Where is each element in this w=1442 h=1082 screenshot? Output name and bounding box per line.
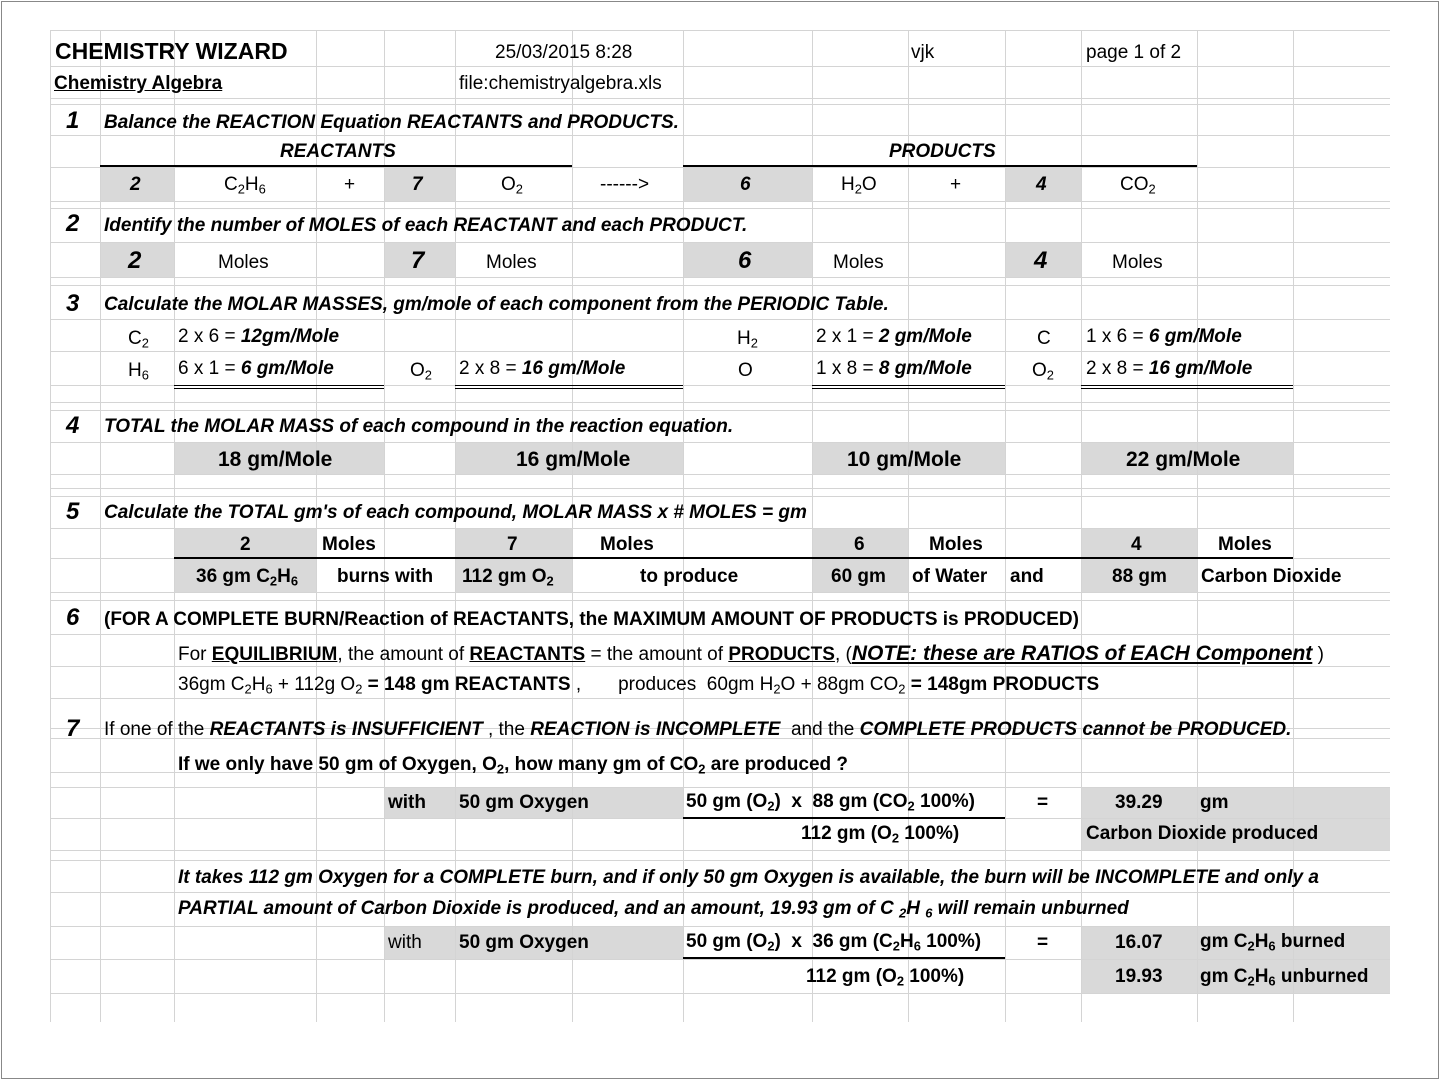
author: vjk	[911, 42, 935, 63]
reaction-arrow: ------>	[600, 174, 650, 195]
file-name: file:chemistryalgebra.xls	[459, 73, 662, 94]
denominator-1: 112 gm ($O_2$ 100%)	[801, 823, 960, 846]
total-c2h6: 18 gm/Mole	[218, 448, 333, 471]
h2-molar-mass: 2 x 1 = 2 gm/Mole	[816, 326, 972, 347]
formula-c2h6: $C_2H_6$	[224, 174, 266, 197]
coeff-h2o: 6	[740, 174, 751, 195]
coeff-co2: 4	[1036, 174, 1047, 195]
total-h2o: 10 gm/Mole	[847, 448, 962, 471]
oxygen-amount-1: 50 gm Oxygen	[459, 792, 589, 813]
moles-o2: 7	[411, 247, 425, 274]
section-1-number: 1	[66, 107, 80, 134]
section-2-number: 2	[66, 210, 80, 237]
section-3-number: 3	[66, 290, 80, 317]
moles-h2o: 6	[738, 247, 752, 274]
c2-label: $C_2$	[128, 328, 149, 351]
section-4-number: 4	[66, 412, 80, 439]
o-label: O	[738, 360, 753, 381]
and-text: and	[1010, 566, 1044, 587]
o2-product-label: $O_2$	[1032, 360, 1054, 383]
date-time: 25/03/2015 8:28	[495, 42, 633, 63]
moles-label-1: Moles	[218, 252, 269, 273]
moles-text-3: Moles	[929, 534, 983, 555]
moles-label-4: Moles	[1112, 252, 1163, 273]
moles-text-2: Moles	[600, 534, 654, 555]
numerator-c2h6: 50 gm $(O_2)$ x 36 gm ($C_2H_6$ 100%)	[686, 931, 982, 954]
moles-c2h6: 2	[128, 247, 142, 274]
o2-label: $O_2$	[410, 360, 432, 383]
moles-co2: 4	[1034, 247, 1048, 274]
formula-h2o: $H_2O$	[841, 174, 877, 197]
c-molar-mass: 1 x 6 = 6 gm/Mole	[1086, 326, 1242, 347]
burns-with-text: burns with	[337, 566, 434, 587]
grams-h2o: 60 gm	[831, 566, 886, 587]
numerator-co2: 50 gm $(O_2)$ x 88 gm ($CO_2$ 100%)	[686, 791, 975, 814]
to-produce-text: to produce	[640, 566, 739, 587]
c-label: C	[1037, 328, 1051, 349]
section-6-heading: (FOR A COMPLETE BURN/Reaction of REACTANTS, the MAXIMUM AMOUNT OF PRODUCTS is PRODUCED)	[104, 609, 1079, 630]
coeff-c2h6: 2	[130, 174, 141, 195]
qty-moles-co2: 4	[1131, 534, 1142, 555]
equals-2: =	[1037, 932, 1049, 953]
section-4-heading: TOTAL the MOLAR MASS of each compound in the reaction equation.	[104, 416, 734, 437]
grams-co2: 88 gm	[1112, 566, 1167, 587]
products-label: PRODUCTS	[889, 141, 996, 162]
section-6-number: 6	[66, 604, 80, 631]
section-5-heading: Calculate the TOTAL gm's of each compound, MOLAR MASS x # MOLES = gm	[104, 502, 807, 523]
moles-text-4: Moles	[1218, 534, 1272, 555]
co2-result: 39.29	[1115, 792, 1163, 813]
mass-balance-line: 36gm $C_2H_6 + 112g$ $O_2 = 148$ gm REACTANTS , produces 60gm $H_2O + 88gm$ $CO_2 = 148gm$ PRODUCTS	[178, 674, 1100, 697]
moles-text-1: Moles	[322, 534, 376, 555]
o2-molar-mass: 2 x 8 = 16 gm/Mole	[459, 358, 626, 379]
qty-moles-c2h6: 2	[240, 534, 251, 555]
c2-molar-mass: 2 x 6 = 12gm/Mole	[178, 326, 340, 347]
moles-label-2: Moles	[486, 252, 537, 273]
app-title: CHEMISTRY WIZARD	[55, 38, 288, 64]
equals-1: =	[1037, 792, 1049, 813]
oxygen-question: If we only have 50 gm of Oxygen, $O_2$, how many gm of $CO_2$ are produced ?	[178, 754, 849, 777]
moles-label-3: Moles	[833, 252, 884, 273]
explanation-line-2: PARTIAL amount of Carbon Dioxide is produced, and an amount, 19.93 gm of C $_2$H $_6$ will remain unburned	[178, 898, 1129, 921]
plus-sign: +	[344, 174, 356, 195]
grams-o2: 112 gm $O_2$	[462, 566, 554, 589]
explanation-line-1: It takes 112 gm Oxygen for a COMPLETE burn, and if only 50 gm Oxygen is available, the burn will be INCOMPLETE and only a	[178, 867, 1319, 888]
co2-produced-label: Carbon Dioxide produced	[1086, 823, 1319, 844]
formula-o2: $O_2$	[501, 174, 523, 197]
section-2-heading: Identify the number of MOLES of each REACTANT and each PRODUCT.	[104, 215, 748, 236]
qty-moles-h2o: 6	[854, 534, 865, 555]
section-7-number: 7	[66, 715, 80, 742]
h6-label: $H_6$	[128, 360, 149, 383]
carbon-dioxide-text: Carbon Dioxide	[1201, 566, 1342, 587]
page-number: page 1 of 2	[1086, 42, 1182, 63]
h6-molar-mass: 6 x 1 = 6 gm/Mole	[178, 358, 334, 379]
section-5-number: 5	[66, 498, 80, 525]
plus-sign-2: +	[950, 174, 962, 195]
o2-product-molar-mass: 2 x 8 = 16 gm/Mole	[1086, 358, 1253, 379]
co2-result-unit: gm	[1200, 792, 1229, 813]
c2h6-burned-value: 16.07	[1115, 932, 1163, 953]
section-3-heading: Calculate the MOLAR MASSES, gm/mole of each component from the PERIODIC Table.	[104, 294, 889, 315]
total-o2: 16 gm/Mole	[516, 448, 631, 471]
o-molar-mass: 1 x 8 = 8 gm/Mole	[816, 358, 972, 379]
h2-label: $H_2$	[737, 328, 758, 351]
with-label-2: with	[388, 932, 422, 953]
formula-co2: $CO_2$	[1120, 174, 1156, 197]
oxygen-amount-2: 50 gm Oxygen	[459, 932, 589, 953]
section-7-heading: If one of the REACTANTS is INSUFFICIENT , the REACTION is INCOMPLETE and the COMPLETE PRODUCTS cannot be PRODUCED.	[104, 719, 1292, 740]
with-label-1: with	[388, 792, 426, 813]
equilibrium-statement: For EQUILIBRIUM, the amount of REACTANTS = the amount of PRODUCTS, (NOTE: these are RATIOS of EACH Component )	[178, 642, 1324, 665]
c2h6-unburned-label: gm $C_2H_6$ unburned	[1200, 966, 1369, 989]
section-1-heading: Balance the REACTION Equation REACTANTS and PRODUCTS.	[104, 112, 679, 133]
c2h6-burned-label: gm $C_2H_6$ burned	[1200, 931, 1346, 954]
c2h6-unburned-value: 19.93	[1115, 966, 1163, 987]
denominator-2: 112 gm ($O_2$ 100%)	[806, 966, 965, 989]
reactants-label: REACTANTS	[280, 141, 396, 162]
of-water-text: of Water	[912, 566, 988, 587]
coeff-o2: 7	[412, 174, 423, 195]
total-co2: 22 gm/Mole	[1126, 448, 1241, 471]
spreadsheet	[50, 30, 1390, 1022]
qty-moles-o2: 7	[507, 534, 518, 555]
grams-c2h6: 36 gm $C_2H_6$	[196, 566, 299, 589]
sheet-subtitle: Chemistry Algebra	[54, 73, 223, 94]
